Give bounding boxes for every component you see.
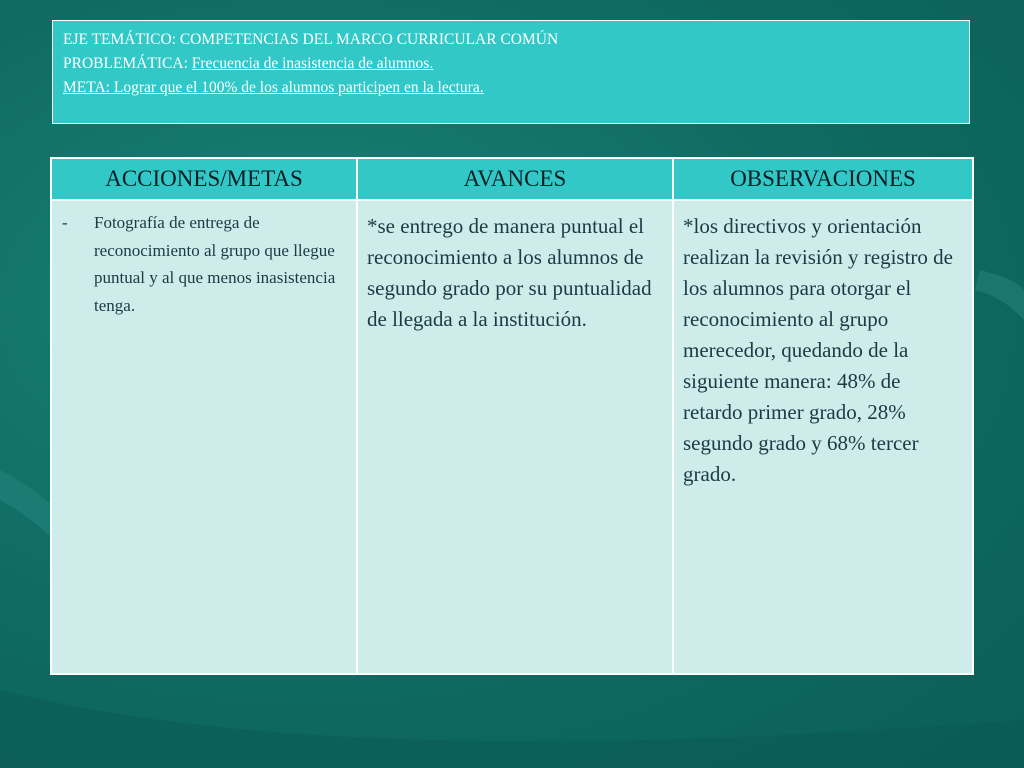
eje-tematico-line [63,28,959,52]
observaciones-cell [673,200,973,674]
meta-label: META: [63,79,110,96]
problematica-value: Frecuencia de inasistencia de alumnos. [191,55,434,72]
acciones-cell [51,200,357,674]
acciones-text: Fotografía de entrega de reconocimiento al grupo que llegue puntual y al que menos inasistencia tenga. [94,213,336,315]
bullet-dash: - [62,213,68,232]
eje-tematico-text: EJE TEMÁTICO: COMPETENCIAS DEL MARCO CURRICULAR COMÚN [63,31,559,48]
avances-text: *se entrego de manera puntual el reconocimiento a los alumnos de segundo grado por su puntualidad de llegada a la institución. [367,214,652,331]
column-header-observaciones: OBSERVACIONES [673,158,973,200]
problematica-label: PROBLEMÁTICA: [63,55,192,72]
observaciones-text: *los directivos y orientación realizan la revisión y registro de los alumnos para otorgar el reconocimiento al grupo merecedor, quedando de la siguiente manera: 48% de retardo primer grado, 28% segundo grado y 68% tercer grado. [683,214,953,486]
acciones-table [50,157,974,675]
meta-line [63,76,959,100]
header-box [52,20,970,124]
table-header-row [51,158,973,200]
meta-value: Lograr que el 100% de los alumnos participen en la lectura. [109,79,484,96]
table-row [51,200,973,674]
column-header-acciones-metas: ACCIONES/METAS [51,158,357,200]
avances-cell [357,200,673,674]
problematica-line [63,52,959,76]
column-header-avances: AVANCES [357,158,673,200]
